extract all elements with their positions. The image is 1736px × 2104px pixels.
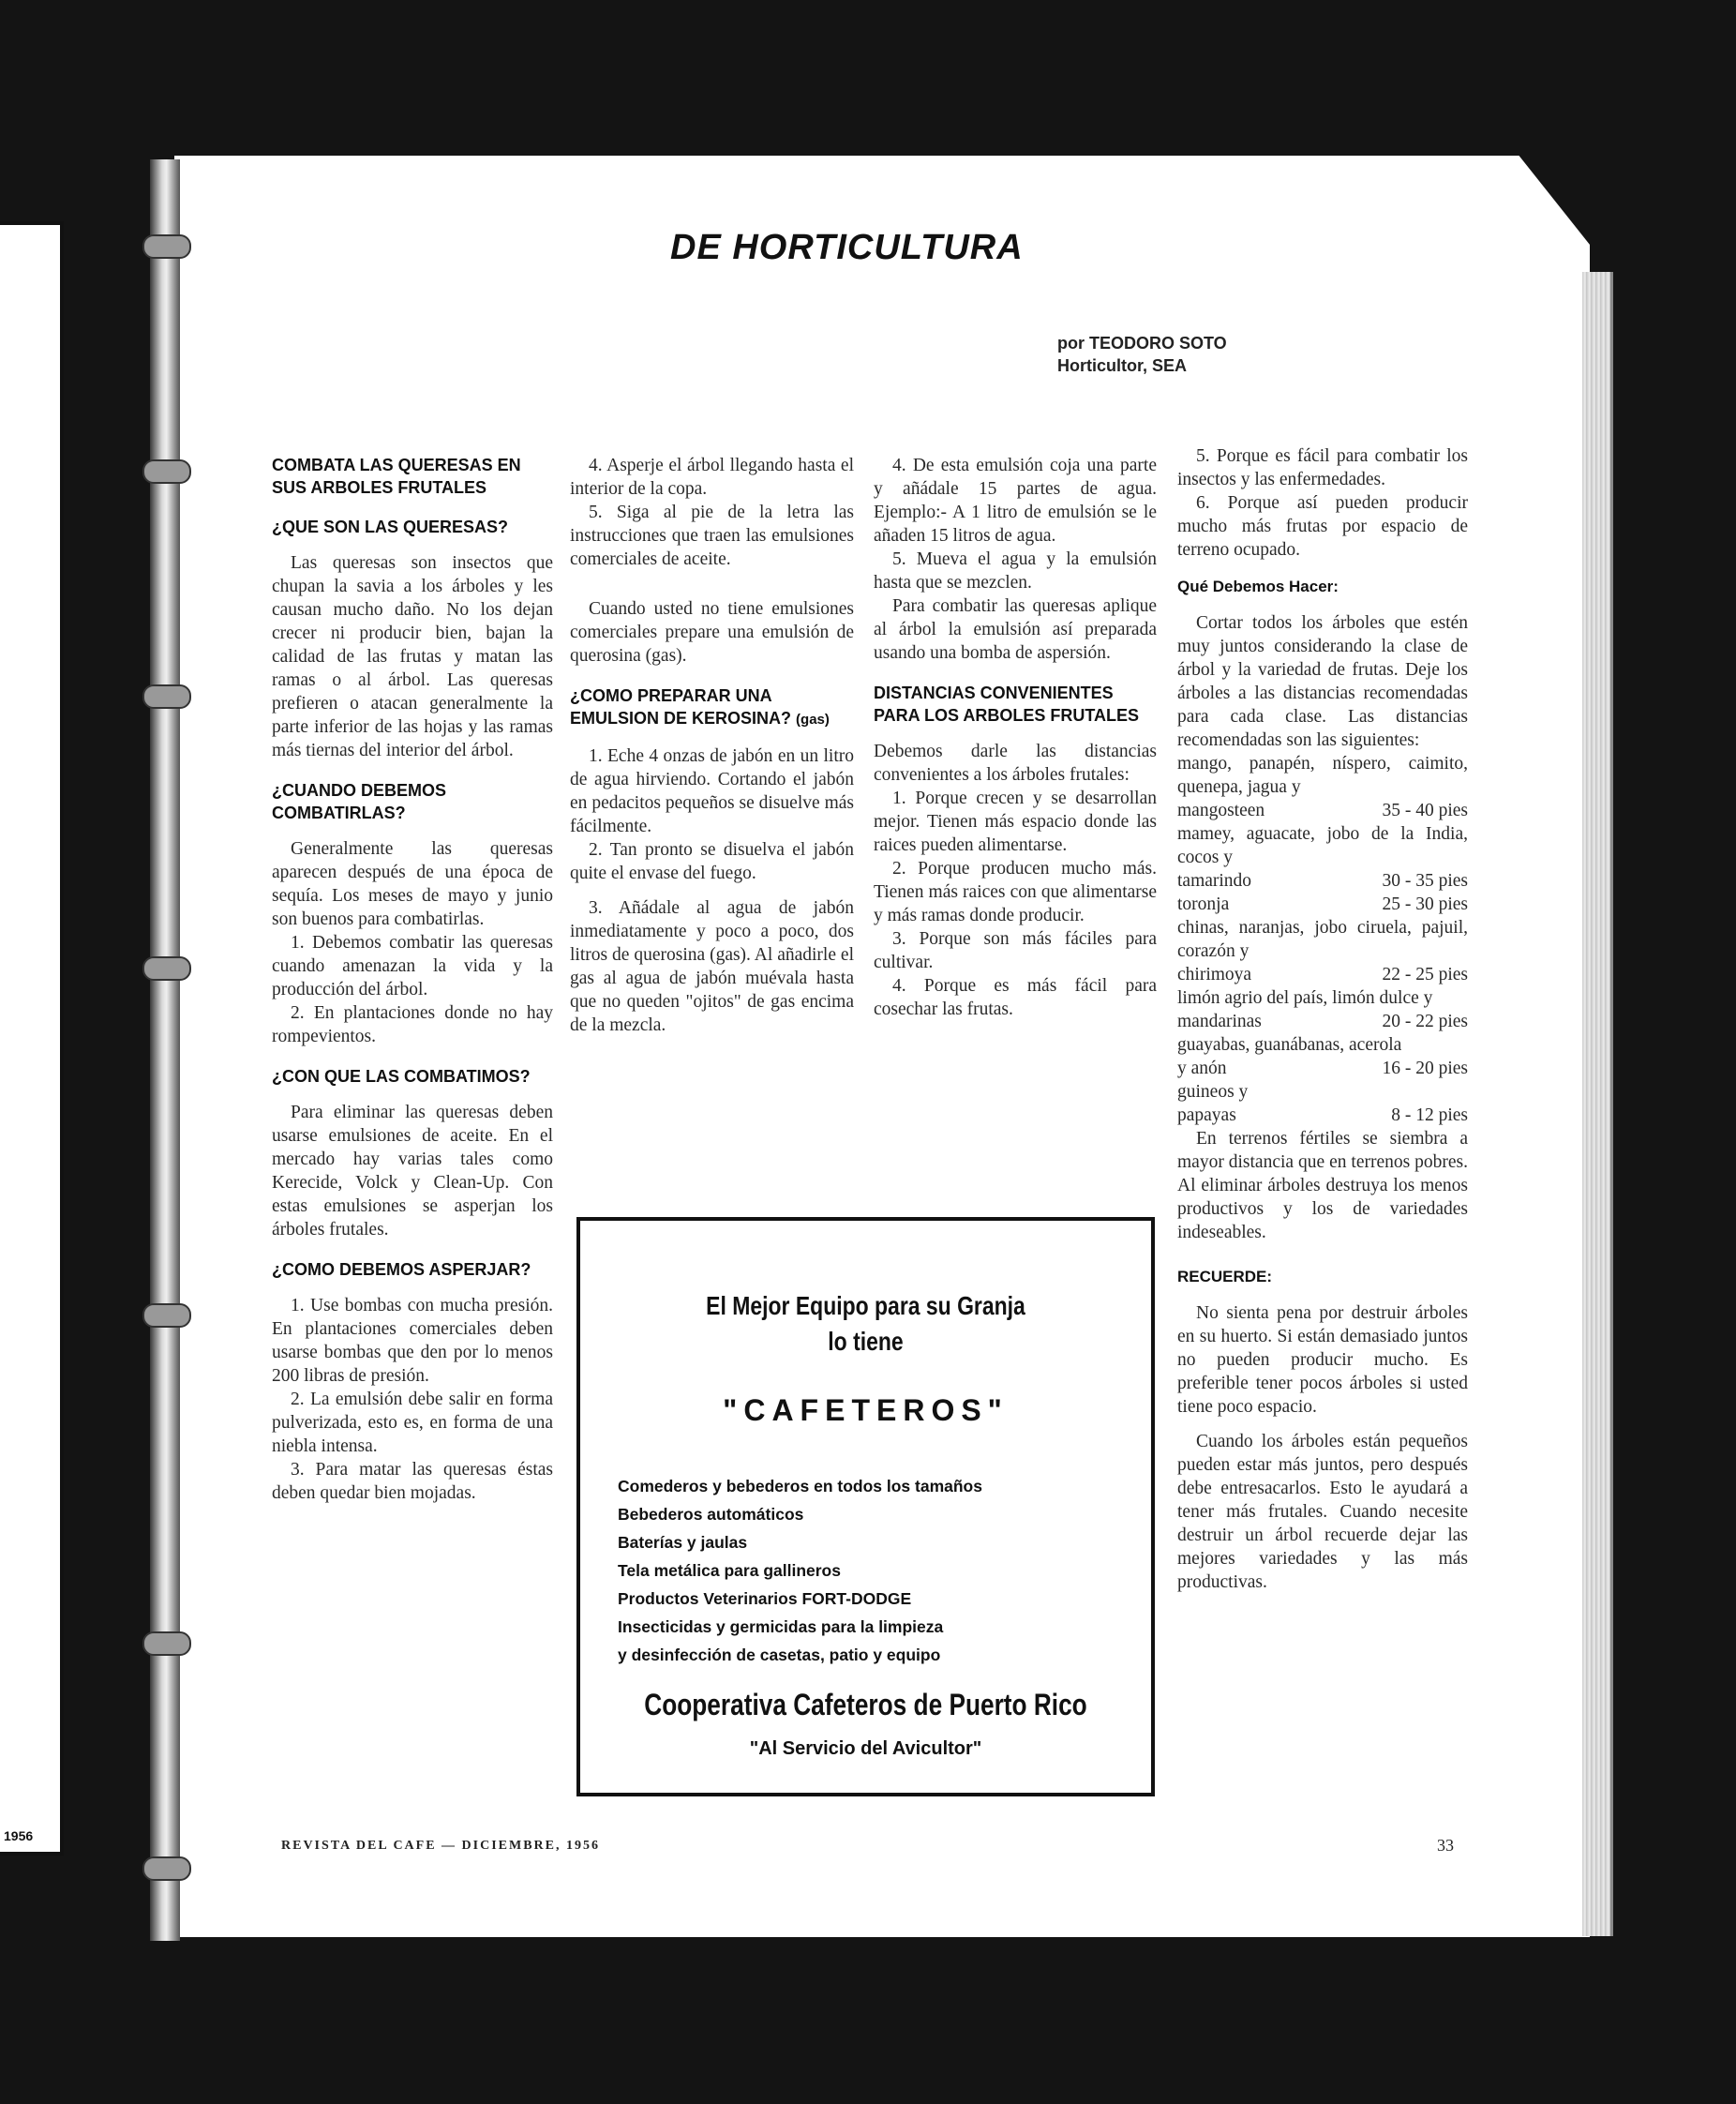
distance-value: 16 - 20 pies <box>1382 1059 1468 1078</box>
paragraph: 2. Porque producen mucho más. Tienen más raices con que alimentarse y más ramas donde producir. <box>874 859 1157 925</box>
paragraph: 5. Mueva el agua y la emulsión hasta que se mezclen. <box>874 549 1157 593</box>
column-4 <box>1177 444 1468 1594</box>
distance-row <box>1177 893 1468 916</box>
paragraph: 4. Asperje el árbol llegando hasta el interior de la copa. <box>570 456 854 499</box>
paragraph: 1. Eche 4 onzas de jabón en un litro de agua hirviendo. Cortando el jabón en pedacitos pequeños se disuelve más fácilmente. <box>570 746 854 836</box>
distance-row <box>1177 1057 1468 1080</box>
ad-brand: "CAFETEROS" <box>723 1393 1009 1427</box>
distance-value: 25 - 30 pies <box>1382 894 1468 914</box>
distance-names: mamey, aguacate, jobo de la India, cocos y <box>1177 824 1468 867</box>
section-heading: COMBATA LAS QUERESAS EN SUS ARBOLES FRUTALES <box>272 456 521 497</box>
ad-headline-line: lo tiene <box>828 1327 904 1356</box>
section-heading: ¿QUE SON LAS QUERESAS? <box>272 518 509 536</box>
binding-ring <box>142 684 191 709</box>
distance-row <box>1177 963 1468 986</box>
paragraph: 2. La emulsión debe salir en forma pulverizada, esto es, en forma de una niebla intensa. <box>272 1390 553 1456</box>
ad-headline-line: El Mejor Equipo para su Granja <box>706 1291 1025 1320</box>
paragraph: Las queresas son insectos que chupan la savia a los árboles y les causan mucho daño. No los dejan crecer ni producir bien, bajan la calidad de las frutas y matan las ramas o al árbol. Las queresas prefieren o atacan generalmente la parte inferior de las hojas y las ramas más tiernas del interior del árbol. <box>272 553 553 760</box>
paragraph: Para eliminar las queresas deben usarse emulsiones de aceite. En el mercado hay varias tales como Kerecide, Volck y Clean-Up. Con estas emulsiones se asperjan los árboles frutales. <box>272 1103 553 1240</box>
ad-headline <box>632 1288 1100 1360</box>
distance-row <box>1177 1104 1468 1127</box>
footer-publication: REVISTA DEL CAFE — DICIEMBRE, 1956 <box>281 1839 601 1853</box>
paragraph: 5. Siga al pie de la letra las instrucciones que traen las emulsiones comerciales de aceite. <box>570 503 854 569</box>
tree-name: mandarinas <box>1177 1012 1262 1031</box>
author-title: Horticultor, SEA <box>1057 356 1188 375</box>
binding-ring <box>142 956 191 981</box>
distance-row <box>1177 1010 1468 1033</box>
paragraph: 5. Porque es fácil para combatir los insectos y las enfermedades. <box>1177 446 1468 489</box>
section-heading <box>570 684 854 731</box>
distance-value: 35 - 40 pies <box>1382 801 1468 820</box>
ad-product-item: Insecticidas y germicidas para la limpieza <box>618 1617 944 1636</box>
facing-page-year: 1956 <box>4 1828 34 1843</box>
paragraph: 4. Porque es más fácil para cosechar las frutas. <box>874 976 1157 1019</box>
distance-names: guayabas, guanábanas, acerola <box>1177 1035 1402 1055</box>
column-3 <box>874 454 1157 1021</box>
page-stack-edge <box>1582 272 1613 1936</box>
heading-text: ¿COMO PREPARAR UNA EMULSION DE KEROSINA? <box>570 686 792 728</box>
distance-names: mango, panapén, níspero, caimito, quenepa, jagua y <box>1177 754 1468 797</box>
paragraph: Debemos darle las distancias convenientes a los árboles frutales: <box>874 742 1157 785</box>
paragraph: Cuando los árboles están pequeños pueden estar más juntos, pero después debe entresacarlos. Esto le ayudará a tener más frutales. Cuando necesite destruir un árbol recuerde dejar las mejores variedades y las más productivas. <box>1177 1432 1468 1592</box>
ad-product-item: Productos Veterinarios FORT-DODGE <box>618 1589 912 1608</box>
paragraph: 3. Para matar las queresas éstas deben quedar bien mojadas. <box>272 1460 553 1503</box>
ad-product-item: Baterías y jaulas <box>618 1533 748 1552</box>
advertisement-box <box>576 1217 1155 1796</box>
binding-spine <box>150 159 180 1941</box>
page-number: 33 <box>1437 1836 1454 1855</box>
distance-names: limón agrio del país, limón dulce y <box>1177 988 1433 1008</box>
distance-value: 22 - 25 pies <box>1382 965 1468 984</box>
ad-product-list <box>618 1472 1124 1669</box>
paragraph: No sienta pena por destruir árboles en su huerto. Si están demasiado juntos no pueden producir mucho. Es preferible tener pocos árboles si usted tiene poco espacio. <box>1177 1303 1468 1417</box>
ad-tagline: "Al Servicio del Avicultor" <box>749 1738 982 1759</box>
byline <box>1057 332 1227 377</box>
paragraph: Generalmente las queresas aparecen después de una época de sequía. Los meses de mayo y junio son buenos para combatirlas. <box>272 839 553 929</box>
distance-row <box>1177 799 1468 822</box>
distance-value: 20 - 22 pies <box>1382 1012 1468 1031</box>
paragraph: 2. En plantaciones donde no hay rompevientos. <box>272 1003 553 1046</box>
ad-product-item: Tela metálica para gallineros <box>618 1561 841 1580</box>
paragraph: 1. Use bombas con mucha presión. En plantaciones comerciales deben usarse bombas que den por lo menos 200 libras de presión. <box>272 1296 553 1386</box>
section-heading: RECUERDE: <box>1177 1268 1273 1285</box>
section-heading: Qué Debemos Hacer: <box>1177 578 1339 595</box>
column-1 <box>272 454 553 1505</box>
section-heading: DISTANCIAS CONVENIENTES PARA LOS ARBOLES FRUTALES <box>874 684 1139 725</box>
paragraph: 6. Porque así pueden producir mucho más frutas por espacio de terreno ocupado. <box>1177 493 1468 560</box>
facing-page-edge <box>0 221 64 1856</box>
tree-name: tamarindo <box>1177 871 1252 891</box>
paragraph: 3. Añádale al agua de jabón inmediatamente y poco a poco, dos litros de querosina (gas). Al añadirle el gas al agua de jabón muévala hasta que no queden "ojitos" de gas encima de la mezcla. <box>570 898 854 1035</box>
distance-value: 30 - 35 pies <box>1382 871 1468 891</box>
article-title: DE HORTICULTURA <box>670 228 1024 267</box>
binding-ring <box>142 459 191 484</box>
ad-product-item: y desinfección de casetas, patio y equipo <box>618 1646 941 1664</box>
paragraph: En terrenos fértiles se siembra a mayor distancia que en terrenos pobres. Al eliminar árboles destruya los menos productivos y los de variedades indeseables. <box>1177 1129 1468 1242</box>
ad-product-item: Bebederos automáticos <box>618 1505 804 1524</box>
paragraph: Para combatir las queresas aplique al árbol la emulsión así preparada usando una bomba de aspersión. <box>874 596 1157 663</box>
tree-name: papayas <box>1177 1105 1236 1125</box>
distance-names: chinas, naranjas, jobo ciruela, pajuil, corazón y <box>1177 918 1468 961</box>
paragraph: Cuando usted no tiene emulsiones comerciales prepare una emulsión de querosina (gas). <box>570 599 854 666</box>
tree-name: toronja <box>1177 894 1230 914</box>
binding-ring <box>142 1631 191 1656</box>
binding-ring <box>142 1303 191 1328</box>
ad-product-item: Comederos y bebederos en todos los tamaños <box>618 1477 982 1495</box>
binding-ring <box>142 234 191 259</box>
heading-note: (gas) <box>796 712 830 728</box>
paragraph: 4. De esta emulsión coja una parte y añádale 15 partes de agua. Ejemplo:- A 1 litro de emulsión se le añaden 15 litros de agua. <box>874 456 1157 546</box>
binding-ring <box>142 1856 191 1881</box>
tree-name: y anón <box>1177 1059 1227 1078</box>
paragraph: Cortar todos los árboles que estén muy juntos considerando la clase de árbol y la variedad de frutas. Deje los árboles a las distancias recomendadas para cada clase. Las distancias recomendadas son las siguientes: <box>1177 613 1468 750</box>
paragraph: 1. Porque crecen y se desarrollan mejor. Tienen más espacio donde las raices pueden alimentarse. <box>874 789 1157 855</box>
paragraph: 3. Porque son más fáciles para cultivar. <box>874 929 1157 972</box>
tree-name: chirimoya <box>1177 965 1252 984</box>
section-heading: ¿CUANDO DEBEMOS COMBATIRLAS? <box>272 781 447 822</box>
author-line: por TEODORO SOTO <box>1057 334 1227 353</box>
ad-cooperative-name: Cooperativa Cafeteros de Puerto Rico <box>644 1688 1087 1721</box>
tree-name: mangosteen <box>1177 801 1265 820</box>
distance-row <box>1177 869 1468 893</box>
paragraph: 2. Tan pronto se disuelva el jabón quite el envase del fuego. <box>570 840 854 883</box>
paragraph: 1. Debemos combatir las queresas cuando amenazan la vida y la producción del árbol. <box>272 933 553 999</box>
section-heading: ¿CON QUE LAS COMBATIMOS? <box>272 1067 531 1086</box>
section-heading: ¿COMO DEBEMOS ASPERJAR? <box>272 1260 531 1279</box>
column-2 <box>570 454 854 1037</box>
distance-value: 8 - 12 pies <box>1391 1105 1468 1125</box>
distance-names: guineos y <box>1177 1082 1249 1102</box>
